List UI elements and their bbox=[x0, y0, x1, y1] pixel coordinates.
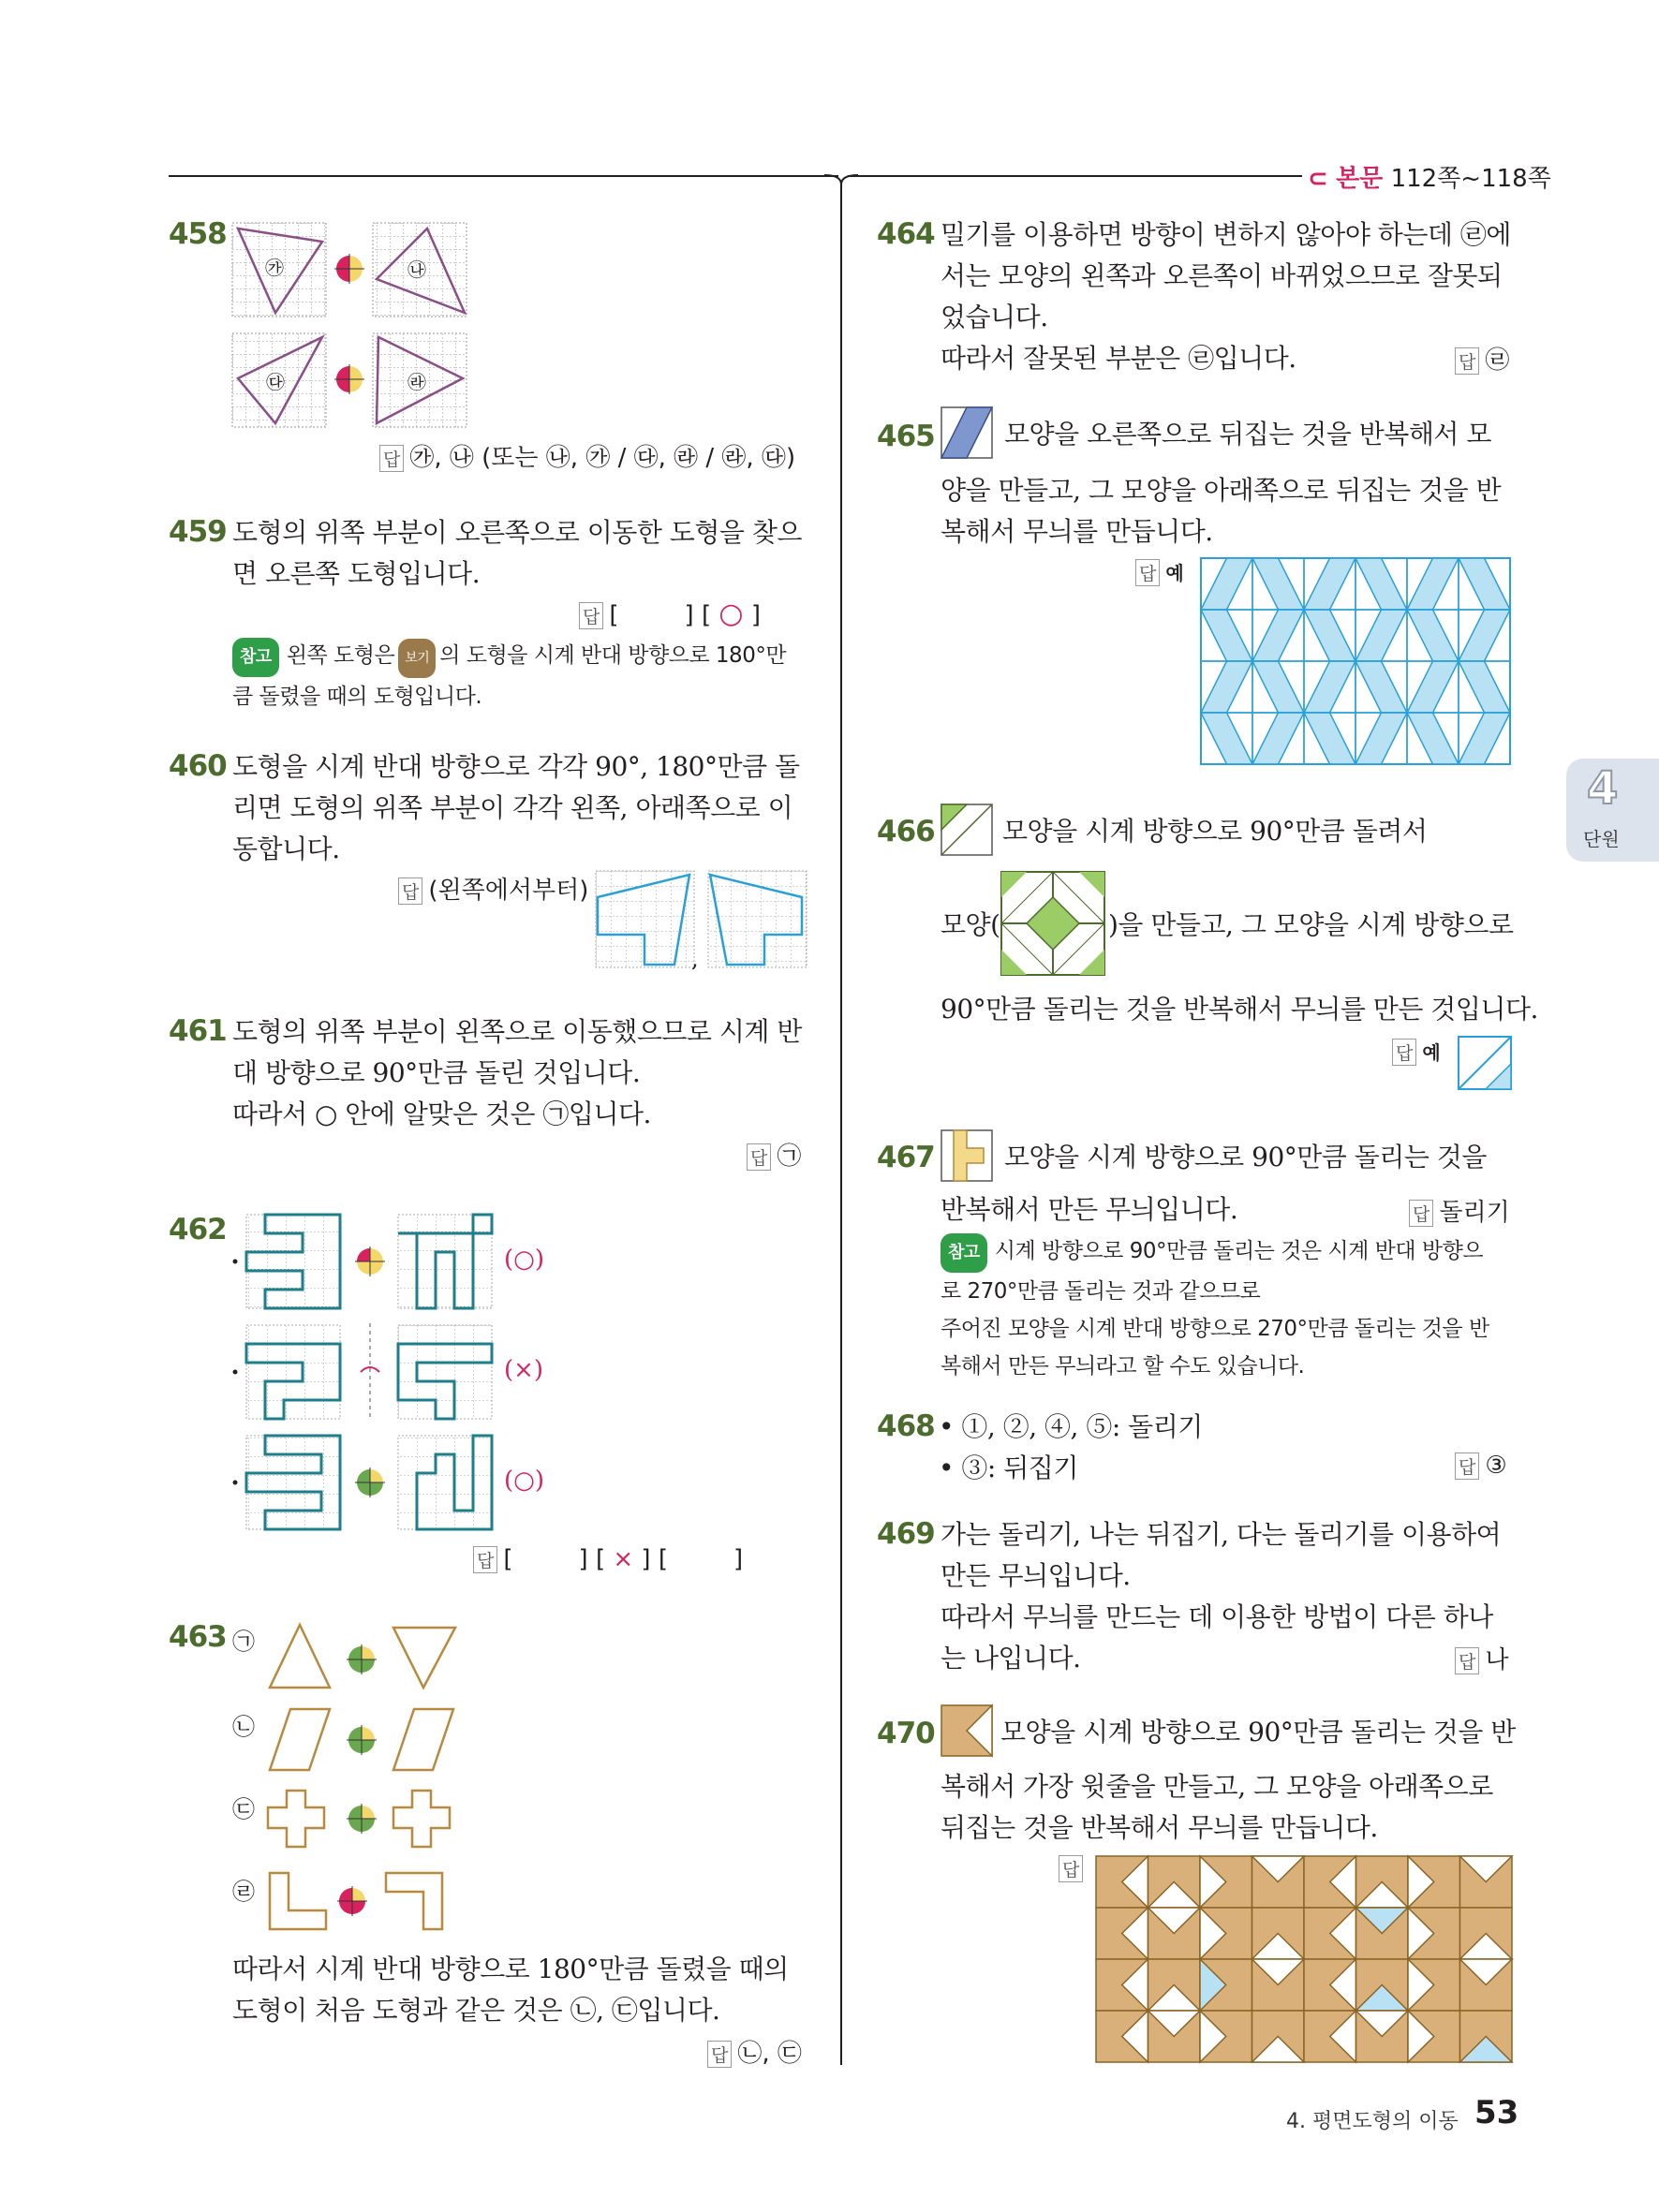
note-text: 큼 돌렸을 때의 도형입니다. bbox=[232, 685, 482, 709]
note-text: 의 도형을 시계 반대 방향으로 180°만 bbox=[439, 643, 787, 668]
answer-tag: 답 bbox=[1455, 1647, 1479, 1674]
answer-tag: 답 bbox=[747, 1143, 771, 1171]
problem-466-number: 466 bbox=[877, 815, 935, 848]
problem-460-line3: 동합니다. bbox=[232, 833, 340, 864]
problem-469-number: 469 bbox=[877, 1517, 935, 1551]
note-text: 왼쪽 도형은 bbox=[286, 643, 395, 668]
row-mark-3: (○) bbox=[504, 1467, 544, 1495]
bracket: ] bbox=[684, 601, 694, 629]
note-text: 주어진 모양을 시계 반대 방향으로 270°만큼 돌리는 것을 반 bbox=[941, 1317, 1489, 1341]
answer-text: ㉡, ㉢ bbox=[737, 2040, 802, 2068]
problem-469-answer bbox=[1455, 1641, 1508, 1675]
answer-tag: 답 bbox=[1135, 559, 1160, 586]
problem-461-answer bbox=[747, 1137, 801, 1172]
answer-mark: ○ bbox=[718, 597, 744, 630]
problem-465-line1: 모양을 오른쪽으로 뒤집는 것을 반복해서 모 bbox=[1004, 419, 1491, 450]
note-text: 시계 방향으로 90°만큼 돌리는 것은 시계 반대 방향으 bbox=[994, 1239, 1484, 1263]
answer-tag: 답 bbox=[1455, 347, 1479, 375]
problem-466-answer-tile bbox=[1458, 1036, 1512, 1090]
problem-466-line2b: )을 만들고, 그 모양을 시계 방향으로 bbox=[1108, 909, 1514, 940]
problem-461-line2: 대 방향으로 90°만큼 돌린 것입니다. bbox=[232, 1057, 641, 1088]
answer-mark: × bbox=[613, 1545, 634, 1573]
problem-464-line3: 었습니다. bbox=[941, 302, 1048, 332]
problem-469-line1: 가는 돌리기, 나는 뒤집기, 다는 돌리기를 이용하여 bbox=[941, 1519, 1502, 1550]
answer-text: 돌리기 bbox=[1439, 1199, 1510, 1227]
label-giyeok: ㉠ bbox=[232, 1629, 255, 1655]
bracket: ] bbox=[641, 1545, 651, 1573]
problem-470-line2: 복해서 가장 윗줄을 만들고, 그 모양을 아래쪽으로 bbox=[941, 1771, 1493, 1802]
problem-470-answer bbox=[1059, 1854, 1089, 1882]
problem-465-line2: 양을 만들고, 그 모양을 아래쪽으로 뒤집는 것을 반 bbox=[941, 475, 1502, 506]
problem-464-line4: 따라서 잘못된 부분은 ㉣입니다. bbox=[941, 343, 1296, 374]
problem-458-number: 458 bbox=[169, 217, 227, 251]
answer-tag: 답 bbox=[1455, 1453, 1479, 1480]
problem-458-answer bbox=[379, 438, 795, 473]
label-nieun: ㉡ bbox=[232, 1714, 255, 1740]
note-text: 로 270°만큼 돌리는 것과 같으므로 bbox=[941, 1279, 1261, 1304]
problem-466-answer bbox=[1392, 1038, 1441, 1066]
shape-label-ra: ㉱ bbox=[407, 371, 426, 393]
problem-460-answer bbox=[398, 871, 588, 906]
top-rule-right bbox=[848, 175, 1311, 177]
answer-tag: 답 bbox=[579, 602, 603, 629]
side-tab-number: 4 bbox=[1587, 762, 1619, 815]
problem-464-line1: 밀기를 이용하면 방향이 변하지 않아야 하는데 ㉣에 bbox=[941, 219, 1511, 250]
answer-text: 예 bbox=[1165, 562, 1184, 584]
row-mark-2: (×) bbox=[504, 1356, 544, 1384]
side-tab-label: 단원 bbox=[1583, 828, 1620, 850]
shape-label-da: ㉰ bbox=[266, 371, 285, 393]
answer-tag: 답 bbox=[379, 445, 404, 472]
problem-470-line1: 모양을 시계 방향으로 90°만큼 돌리는 것을 반 bbox=[1000, 1717, 1516, 1747]
problem-468-answer bbox=[1455, 1452, 1507, 1480]
problem-463-number: 463 bbox=[169, 1620, 227, 1654]
bracket: [ bbox=[701, 601, 712, 629]
problem-459-number: 459 bbox=[169, 515, 227, 549]
answer-tag: 답 bbox=[473, 1546, 497, 1573]
t-shape-tile-icon bbox=[941, 1129, 993, 1182]
problem-463-figure bbox=[262, 1620, 468, 1939]
label-rieul: ㉣ bbox=[232, 1879, 255, 1905]
answer-tag: 답 bbox=[1409, 1200, 1433, 1227]
answer-tag: 답 bbox=[398, 877, 422, 905]
problem-466-line3: 90°만큼 돌리는 것을 반복해서 무늬를 만든 것입니다. bbox=[941, 994, 1538, 1025]
problem-467-number: 467 bbox=[877, 1141, 935, 1174]
problem-460-line2: 리면 도형의 위쪽 부분이 각각 왼쪽, 아래쪽으로 이 bbox=[232, 792, 793, 823]
problem-463-line1: 따라서 시계 반대 방향으로 180°만큼 돌렸을 때의 bbox=[232, 1954, 789, 1984]
column-divider bbox=[840, 183, 842, 2065]
note-tag: 참고 bbox=[232, 638, 279, 677]
problem-461-line3: 따라서 ○ 안에 알맞은 것은 ㉠입니다. bbox=[232, 1099, 651, 1129]
answer-tag: 답 bbox=[707, 2041, 732, 2068]
problem-464-number: 464 bbox=[877, 217, 935, 251]
answer-text: 나 bbox=[1485, 1646, 1509, 1674]
problem-460-line1: 도형을 시계 반대 방향으로 각각 90°, 180°만큼 돌 bbox=[232, 751, 800, 782]
problem-463-line2: 도형이 처음 도형과 같은 것은 ㉡, ㉢입니다. bbox=[232, 1995, 720, 2026]
side-tab bbox=[1566, 759, 1659, 862]
header-pages: 112쪽~118쪽 bbox=[1390, 165, 1551, 193]
problem-459-line2: 면 오른쪽 도형입니다. bbox=[232, 558, 481, 589]
header-label: 본문 bbox=[1336, 165, 1384, 193]
problem-469-line3: 따라서 무늬를 만드는 데 이용한 방법이 다른 하나 bbox=[941, 1601, 1493, 1632]
problem-459-answer bbox=[579, 597, 761, 630]
row-mark-1: (○) bbox=[504, 1246, 544, 1274]
bracket: [ bbox=[503, 1545, 513, 1573]
problem-467-line1: 모양을 시계 방향으로 90°만큼 돌리는 것을 bbox=[1004, 1142, 1487, 1172]
problem-467-line2: 반복해서 만든 무늬입니다. bbox=[941, 1194, 1238, 1225]
problem-461-line1: 도형의 위쪽 부분이 왼쪽으로 이동했으므로 시계 반 bbox=[232, 1016, 802, 1047]
answer-text: (왼쪽에서부터) bbox=[428, 877, 589, 905]
parallelogram-tile-icon bbox=[941, 406, 993, 459]
answer-text: ㉣ bbox=[1485, 347, 1510, 375]
problem-469-line4: 는 나입니다. bbox=[941, 1643, 1081, 1674]
bracket: ] bbox=[733, 1545, 744, 1573]
bracket: ] bbox=[750, 601, 761, 629]
triangle-tile-icon bbox=[941, 804, 993, 856]
answer-text: ㉠ bbox=[777, 1143, 802, 1171]
diamond-tile-icon bbox=[1000, 871, 1105, 976]
problem-470-number: 470 bbox=[877, 1717, 935, 1750]
problem-465-answer bbox=[1135, 558, 1184, 586]
comma: , bbox=[691, 946, 699, 972]
problem-465-pattern bbox=[1201, 558, 1512, 766]
bracket: ] bbox=[578, 1545, 588, 1573]
problem-464-line2: 서는 모양의 왼쪽과 오른쪽이 바뀌었으므로 잘못되 bbox=[941, 260, 1503, 291]
problem-461-number: 461 bbox=[169, 1014, 227, 1048]
problem-470-pattern bbox=[1096, 1856, 1514, 2064]
shape-label-na: ㉯ bbox=[407, 258, 426, 281]
problem-460-number: 460 bbox=[169, 749, 227, 783]
answer-text: ③ bbox=[1485, 1452, 1507, 1480]
problem-465-number: 465 bbox=[877, 420, 935, 453]
problem-464-answer bbox=[1455, 341, 1509, 376]
bracket: [ bbox=[658, 1545, 668, 1573]
top-rule-left bbox=[169, 175, 838, 177]
problem-468-line2: • ③: 뒤집기 bbox=[939, 1453, 1078, 1483]
footer-chapter: 4. 평면도형의 이동 bbox=[1286, 2110, 1459, 2133]
header-arrow-icon: ⊂ bbox=[1308, 165, 1328, 193]
bogi-tag: 보기 bbox=[398, 639, 436, 678]
problem-467-note bbox=[941, 1232, 1521, 1385]
bracket: [ bbox=[609, 601, 619, 629]
answer-tag: 답 bbox=[1392, 1039, 1416, 1066]
problem-462-answer bbox=[473, 1545, 743, 1573]
problem-459-line1: 도형의 위쪽 부분이 오른쪽으로 이동한 도형을 찾으 bbox=[232, 517, 802, 548]
problem-468-line1: • ①, ②, ④, ⑤: 돌리기 bbox=[939, 1411, 1203, 1442]
divider-curve bbox=[824, 173, 862, 192]
problem-470-line3: 뒤집는 것을 반복해서 무늬를 만듭니다. bbox=[941, 1812, 1378, 1843]
problem-469-line2: 만든 무늬입니다. bbox=[941, 1560, 1131, 1591]
problem-466-line1: 모양을 시계 방향으로 90°만큼 돌려서 bbox=[1002, 816, 1428, 847]
problem-459-note bbox=[232, 637, 813, 715]
problem-468-number: 468 bbox=[877, 1409, 935, 1443]
bracket: [ bbox=[595, 1545, 606, 1573]
problem-462-number: 462 bbox=[169, 1213, 227, 1246]
problem-462-figure bbox=[230, 1213, 511, 1531]
shape-label-ga: ㉮ bbox=[265, 257, 284, 279]
problem-467-answer bbox=[1409, 1193, 1510, 1228]
answer-text: 예 bbox=[1422, 1041, 1441, 1064]
answer-text: ㉮, ㉯ (또는 ㉯, ㉮ / ㉰, ㉱ / ㉱, ㉰) bbox=[409, 444, 796, 472]
problem-463-answer bbox=[707, 2034, 802, 2069]
problem-460-figure bbox=[596, 871, 807, 969]
header-reference bbox=[1302, 159, 1557, 194]
footer-page-number: 53 bbox=[1474, 2094, 1519, 2131]
answer-tag: 답 bbox=[1059, 1855, 1083, 1882]
note-text: 복해서 만든 무늬라고 할 수도 있습니다. bbox=[941, 1354, 1305, 1379]
label-digeut: ㉢ bbox=[232, 1796, 255, 1822]
problem-466-line2a: 모양( bbox=[941, 909, 1000, 940]
note-tag: 참고 bbox=[941, 1233, 987, 1273]
notch-tile-icon bbox=[941, 1704, 993, 1757]
problem-465-line3: 복해서 무늬를 만듭니다. bbox=[941, 516, 1213, 547]
